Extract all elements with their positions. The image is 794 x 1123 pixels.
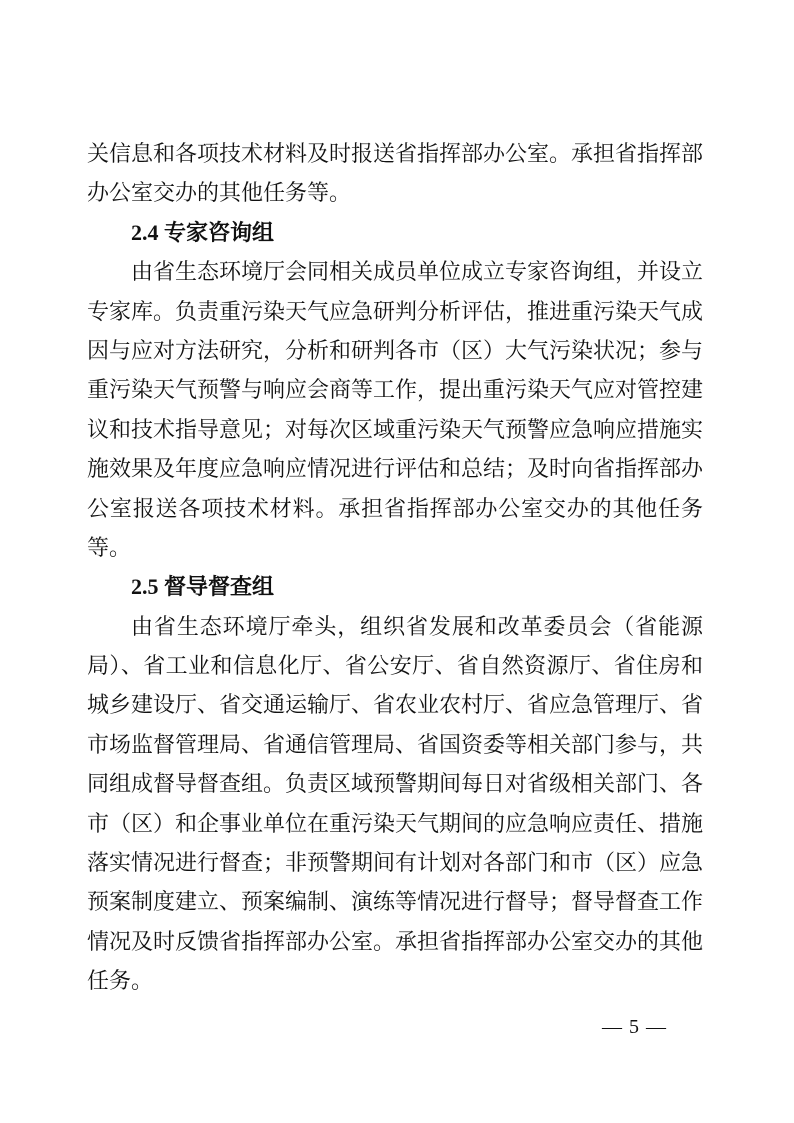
text-line: 由省生态环境厅会同相关成员单位成立专家咨询组，并设立 bbox=[131, 259, 704, 285]
text-line: 情况及时反馈省指挥部办公室。承担省指挥部办公室交办的其他 bbox=[87, 928, 704, 954]
text-line: 同组成督导督查组。负责区域预警期间每日对省级相关部门、各 bbox=[87, 771, 704, 797]
text-line: 议和技术指导意见；对每次区域重污染天气预警应急响应措施实 bbox=[87, 416, 704, 442]
section-heading: 2.4 专家咨询组 bbox=[131, 219, 275, 245]
text-line: 因与应对方法研究，分析和研判各市（区）大气污染状况；参与 bbox=[87, 337, 704, 363]
text-line: 预案制度建立、预案编制、演练等情况进行督导；督导督查工作 bbox=[87, 889, 704, 915]
text-line: 任务。 bbox=[87, 968, 154, 994]
text-line: 公室报送各项技术材料。承担省指挥部办公室交办的其他任务 bbox=[87, 495, 703, 521]
page-number: — 5 — bbox=[602, 1016, 667, 1038]
text-line: 落实情况进行督查；非预警期间有计划对各部门和市（区）应急 bbox=[87, 850, 704, 876]
text-line: 市（区）和企事业单位在重污染天气期间的应急响应责任、措施 bbox=[87, 810, 704, 836]
text-line: 由省生态环境厅牵头，组织省发展和改革委员会（省能源 bbox=[131, 613, 703, 639]
text-line: 等。 bbox=[87, 534, 132, 560]
text-line: 施效果及年度应急响应情况进行评估和总结；及时向省指挥部办 bbox=[87, 456, 704, 482]
text-line: 局）、省工业和信息化厅、省公安厅、省自然资源厅、省住房和 bbox=[87, 653, 703, 679]
text-line: 办公室交办的其他任务等。 bbox=[87, 180, 352, 206]
section-heading: 2.5 督导督查组 bbox=[131, 574, 275, 600]
text-line: 专家库。负责重污染天气应急研判分析评估，推进重污染天气成 bbox=[87, 298, 704, 324]
document-body bbox=[87, 134, 703, 1001]
text-line: 重污染天气预警与响应会商等工作，提出重污染天气应对管控建 bbox=[87, 377, 704, 403]
text-line: 城乡建设厅、省交通运输厅、省农业农村厅、省应急管理厅、省 bbox=[87, 692, 704, 718]
text-line: 关信息和各项技术材料及时报送省指挥部办公室。承担省指挥部 bbox=[87, 141, 704, 166]
text-line: 市场监督管理局、省通信管理局、省国资委等相关部门参与，共 bbox=[87, 731, 704, 757]
